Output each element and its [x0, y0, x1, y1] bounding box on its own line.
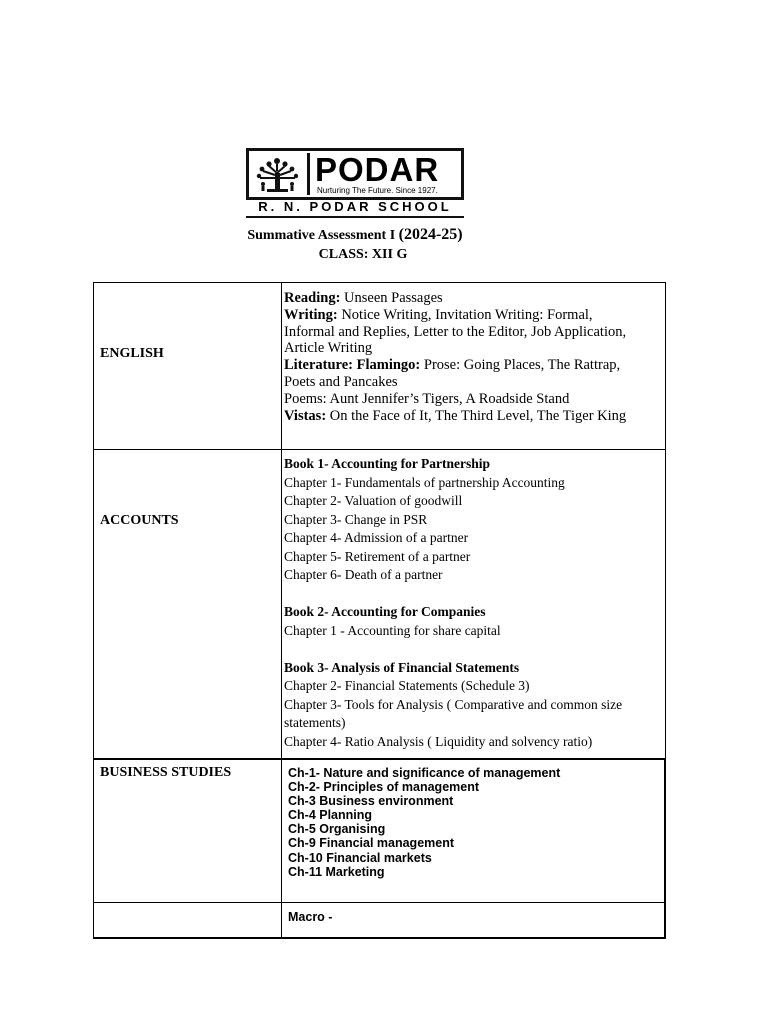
assessment-title	[0, 225, 710, 246]
english-line-text: Notice Writing, Invitation Writing: Formal,	[337, 306, 593, 323]
english-line	[284, 408, 665, 425]
english-line-label: Literature: Flamingo:	[284, 357, 421, 374]
chapter-item: Chapter 4- Ratio Analysis ( Liquidity and solvency ratio)	[284, 733, 593, 749]
assessment-year: (2024-25)	[398, 226, 463, 243]
chapter-item: Ch-1- Nature and significance of management	[288, 766, 561, 780]
english-line	[284, 290, 665, 307]
english-syllabus	[284, 283, 665, 424]
english-line-text: Informal and Replies, Letter to the Editor, Job Application,	[284, 323, 627, 340]
english-line-label: Vistas:	[284, 407, 327, 424]
chapter-item: Chapter 2- Valuation of goodwill	[284, 493, 463, 508]
english-line	[284, 307, 665, 324]
english-line	[284, 374, 665, 391]
chapter-item: Chapter 4- Admission of a partner	[284, 530, 469, 545]
table-row	[94, 450, 666, 760]
macro-syllabus-cell	[282, 903, 666, 939]
accounts-syllabus-cell	[282, 450, 666, 760]
english-line-label: Writing:	[284, 306, 338, 323]
english-line-label: Reading:	[284, 290, 341, 306]
english-line-text: Prose: Going Places, The Rattrap,	[420, 357, 621, 374]
logo-frame	[246, 148, 464, 200]
subject-cell	[94, 450, 282, 760]
chapter-item: Ch-5 Organising	[288, 822, 386, 837]
english-line	[284, 324, 665, 341]
english-line-text: Poets and Pancakes	[284, 373, 398, 390]
class-label: CLASS: XII G	[318, 247, 408, 262]
english-syllabus-cell	[282, 283, 666, 450]
logo-tagline: Nurturing The Future. Since 1927.	[317, 186, 438, 195]
chapter-item: Chapter 1 - Accounting for share capital	[284, 622, 501, 638]
accounts-syllabus	[284, 450, 665, 751]
english-line	[284, 391, 665, 408]
table-row	[94, 903, 666, 939]
chapter-item: Chapter 5- Retirement of a partner	[284, 548, 471, 564]
book-title: Book 2- Accounting for Companies	[284, 604, 486, 619]
chapter-item: Ch-4 Planning	[288, 808, 373, 823]
english-line	[284, 357, 665, 374]
english-line-text: On the Face of It, The Third Level, The Tiger King	[326, 407, 627, 424]
syllabus-table	[93, 282, 666, 939]
spacer	[284, 585, 665, 604]
chapter-item: Chapter 2- Financial Statements (Schedule 3)	[284, 678, 530, 693]
table-row	[94, 759, 666, 903]
english-line	[284, 340, 665, 357]
logo-school-name: R. N. PODAR SCHOOL	[258, 199, 452, 214]
english-line-text: Unseen Passages	[340, 290, 443, 306]
assessment-title-text: Summative Assessment I	[247, 228, 396, 243]
subject-accounts: ACCOUNTS	[100, 513, 179, 528]
chapter-item: Ch-11 Marketing	[288, 864, 385, 879]
book-title: Book 1- Accounting for Partnership	[284, 456, 491, 471]
logo-wordmark: PODAR	[315, 151, 440, 188]
chapter-item: Chapter 6- Death of a partner	[284, 567, 443, 582]
subject-cell	[94, 903, 282, 939]
tree-emblem-icon	[251, 153, 310, 195]
chapter-item: Ch-3 Business environment	[288, 794, 454, 809]
logo-underline	[246, 216, 464, 218]
macro-syllabus: Macro -	[288, 910, 333, 924]
subject-business-studies: BUSINESS STUDIES	[100, 765, 232, 780]
subject-cell	[94, 283, 282, 450]
chapter-item: Chapter 1- Fundamentals of partnership Accounting	[284, 474, 565, 490]
chapter-item: Ch-10 Financial markets	[288, 850, 432, 865]
business-studies-syllabus	[284, 760, 664, 879]
english-line-text: Article Writing	[284, 340, 373, 357]
table-row	[94, 283, 666, 450]
book-title: Book 3- Analysis of Financial Statements	[284, 659, 520, 675]
chapter-item: Chapter 3- Tools for Analysis ( Comparative and common size statements)	[284, 696, 623, 730]
chapter-item: Ch-9 Financial management	[288, 836, 455, 851]
spacer	[284, 640, 665, 659]
subject-cell	[94, 759, 282, 903]
english-line-text: Poems: Aunt Jennifer’s Tigers, A Roadside Stand	[284, 390, 570, 407]
school-logo	[246, 148, 464, 220]
subject-english: ENGLISH	[100, 346, 164, 361]
chapter-item: Chapter 3- Change in PSR	[284, 511, 428, 527]
business-studies-syllabus-cell	[282, 759, 666, 903]
chapter-item: Ch-2- Principles of management	[288, 780, 480, 795]
